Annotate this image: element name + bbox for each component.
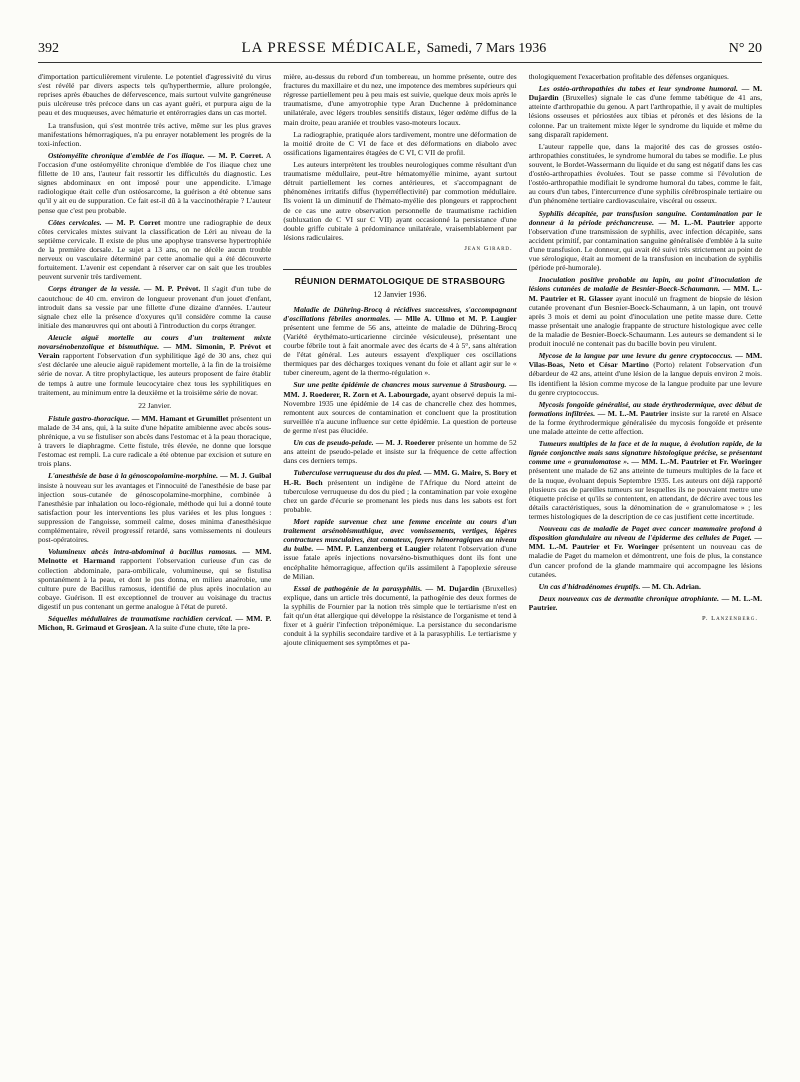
communication-authors: — M. L.-M. Pautrier — [658, 217, 735, 227]
communication-body: A la suite d'une chute, tête la pre- — [148, 623, 251, 633]
communication-authors: — MM. J. Roederer, R. Zorn et A. Labourgade, — [283, 380, 517, 399]
communication-body: ayant inoculé un fragment de biopsie de lésion cutanée provenant d'un Besnier-Boeck-Schaumann, à un lapin, ont trouvé après 3 mois et demi au point d'inoculation une petite masse dure. Cette masse présentait une analogie frappante de structure histologique avec celle de la maladie de Besnier-Boeck-Schaumann. Les auteurs se demandent si le produit inoculé ne contenait pas du bacille bovin peu virulent. — [528, 293, 762, 349]
communication-body: ayant observé depuis la mi-Novembre 1935 une épidémie de 14 cas de chancrelle chez des hommes, remontent aux sources de contamination et concluent que la prostitution surveillée n'a aucune influence sur cette épidémie. La question de porteuse de germe n'est pas élucidée. — [283, 389, 517, 435]
section-heading: RÉUNION DERMATOLOGIQUE DE STRASBOURG — [283, 269, 516, 286]
communication — [283, 584, 516, 648]
column-1 — [38, 72, 271, 1068]
communication — [38, 333, 271, 397]
article-columns — [38, 72, 762, 1068]
paragraph: d'importation particulièrement virulente. Le potentiel d'agressivité du virus s'est révélé par divers aspects tels qu'hyperthermie, allure prolongée, reprises après ébauches de défervescence, mais surtout vulvite gangréneuse puis ulcéreuse très précoce dans un cas ayant guéri, et purpura aigu de la peau et des muqueuses, avec hématurie et entérorragies dans un cas mortel. — [38, 72, 272, 118]
paragraph: Les auteurs interprètent les troubles neurologiques comme résultant d'un traumatisme médullaire, peut-être hématomyélie minime, ayant surtout détruit partiellement les cornes antérieures, et s'accompagnant de phénomènes irritatifs diffus (hyperréflectivité) par commotion médullaire. Ils voient là un diminutif de l'hémato-myélie des plongeurs et rapprochent de ce cas une autre observation personnelle de traumatisme rachidien (subluxation de C VI sur C VII) ayant occasionné la persistance d'une double griffe cubitale à prédominance unilatérale, vraisemblablement par lésions radiculaires. — [283, 159, 517, 242]
communication — [38, 284, 271, 330]
communication-title: Un cas d'hidradénomes éruptifs. — [538, 581, 641, 591]
journal-title: LA PRESSE MÉDICALE, — [241, 40, 422, 56]
communication-authors: — M. P. Corret — [105, 217, 161, 227]
communication-title: L'anesthésie de base à la génoscopolamine-morphine. — [48, 471, 218, 481]
communication-authors: — M. Dujardin — [425, 583, 480, 593]
communication-title: Sur une petite épidémie de chancres mous survenue à Strasbourg. — [293, 380, 507, 390]
communication-body: rapportent l'observation curieuse d'un cas de collection abdominale, para-ombilicale, volumineuse, qui se fistulisa spontanément à la peau, et dont le pus donna, en milieu anaérobie, une culture pure de Bacillus ramosus, identifié de plus après inoculation au cobaye. Guérison. Il est exceptionnel de trouver au voisinage du tractus digestif un pus contenant un germe analogue à l'état de pureté. — [38, 556, 272, 612]
communication — [283, 438, 516, 465]
communication-title: Côtes cervicales. — [48, 217, 102, 227]
communication-title: Maladie de Dühring-Brocq à récidives successives, s'accompagnant d'oscillations fébriles anormales. — [283, 304, 517, 323]
communication — [529, 209, 762, 273]
communication-authors: — MM. Simonin, P. Prévot et Verain — [38, 342, 272, 361]
communication — [283, 517, 516, 581]
communication-body: (Porto) relatent l'observation d'un débardeur de 42 ans, atteint d'une lésion de la langue depuis environ 2 mois. Ils identifient la lésion comme mycose de la langue produite par une levure du genre cryptococcus. — [528, 360, 762, 397]
paragraph: mière, au-dessus du rebord d'un tombereau, un homme présente, outre des fractures du maxillaire et du nez, une impotence des membres supérieurs qui régresse partiellement peu à peu mais est suivie, quelque deux mois après le traumatisme, d'une amyotrophie type Aran Duchenne à prédominance unilatérale, avec légers troubles sensitifs distaux, léger œdème diffus de la main droite, peau araniée et troubles vaso-moteurs locaux. — [283, 72, 517, 127]
communication-title: Essai de pathogénie de la parasyphilis. — [293, 583, 423, 593]
communication-body: présentent une femme de 56 ans, atteinte de maladie de Dühring-Brocq (Variété érythémato-urticarienne circinée vésiculeuse), présentant une courbe fébrile tout à fait anormale avec des écarts de 4 à 5°, sans altération de l'état général. Les auteurs essayent d'expliquer ces oscillations thermiques par des décharges toxiques venant du foie et allant agir sur le « tuber cinereum, agent de la thermo-régulation ». — [283, 322, 517, 378]
communication-authors: — M. J. Roederer — [375, 438, 436, 448]
communication-body: relatent l'observation d'une issue fatale après injections novarséno-bismuthiques dont ils font une encéphalite hémorragique, affection qu'ils assimilent à l'apoplexie séreuse de Milian. — [283, 544, 517, 581]
communication-title: Les ostéo-arthropathies du tabes et leur syndrome humoral. — [538, 84, 738, 94]
communication-authors: — MM. L.-M. Pautrier et Fr. Woringer — [528, 533, 762, 552]
communication — [529, 594, 762, 612]
communication — [38, 151, 271, 215]
communication-title: Tuberculose verruqueuse du dos du pied. — [293, 468, 422, 478]
communication-authors: — MM. Hamant et Grumillet — [131, 413, 229, 423]
issue-number: N° 20 — [728, 41, 762, 56]
paragraph: L'auteur rappelle que, dans la majorité des cas de grosses ostéo-arthropathies constituées, le syndrome humoral du tabes se modifie. Le plus souvent, le Bordet-Wassermann du liquide et du sang est négatif dans les cas d'ostéo-arthropathies évoluées. Tout se passe comme si l'évolution de l'ostéo-arthropathie modifiait le syndrome humoral du tabes, comme le fait, au cours d'un tabes, l'intercurrence d'une syphilis cérébrospinale tertiaire ou d'un phénomène tertiaire cardiovasculaire, viscéral ou osseux. — [528, 141, 762, 206]
communication-title: Un cas de pseudo-pelade. — [293, 438, 374, 448]
author-signature: Jean Girard. — [464, 244, 513, 252]
communication-title: Tumeurs multiples de la face et de la nuque, à évolution rapide, de la lignée conjonctive mais sans signature histologique précise, se présentant comme une « granulomatose ». — [528, 439, 762, 467]
communication-body: Il s'agit d'un tube de caoutchouc de 40 cm. environ de longueur provenant d'un jouet d'enfant, introduit dans sa vessie par une fillette d'une dizaine d'années. L'auteur signale chez elle la présence d'oxyures qu'il considère comme la cause initiale des manœuvres qui ont abouti à l'introduction du corps étranger. — [38, 284, 272, 330]
communication-body: présentent une malade de 62 ans atteinte de tumeurs multiples de la face et de la nuque, évoluant depuis Septembre 1935. Les auteurs ont déjà rapporté plusieurs cas de pareilles tumeurs sur lesquelles ils ne pouvaient mettre une étiquette précise et qu'ils se contentent, en attendant, de décrire avec tous les détails caractéristiques, sous la dénomination de « granulomatose » ; les termes histologiques de la description de ce cas justifient cette incertitude. — [528, 466, 762, 522]
paragraph: La transfusion, qui s'est montrée très active, même sur les plus graves manifestations hémorragiques, n'a pu enrayer notablement les progrès de la toxi-infection. — [38, 120, 272, 148]
communication — [529, 400, 762, 436]
communication-body: présentent un nouveau cas de maladie de Paget du mamelon et démontrent, une fois de plus, la constance d'un cancer profond de la glande mammaire qui accompagne les lésions cutanées. — [528, 542, 762, 579]
communication-title: Deux nouveaux cas de dermatite chronique atrophiante. — [538, 593, 719, 603]
communication-authors: — M. P. Prévot. — [143, 284, 201, 294]
communication-authors: — MM. P. Lanzenberg et Laugier — [316, 544, 431, 554]
author-signature: P. Lanzenberg. — [701, 615, 758, 623]
column-2 — [283, 72, 516, 1068]
issue-date: Samedi, 7 Mars 1936 — [426, 41, 547, 56]
communication-body: rapportent l'observation d'un syphilitique âgé de 30 ans, chez qui s'est déclarée une aleucie aiguë rapidement mortelle, à la fin de la troisième série de novar. A titre prophylactique, les auteurs proposent de faire établir de temps à autre une formule leucocytaire chez tous les syphilitiques en traitement, au minimum entre la deuxième et la troisième série de novar. — [38, 351, 272, 397]
communication-body: apporte l'observation d'une transmission de syphilis, avec infection décapitée, sans accident primitif, par contamination sanguine généralisée d'emblée à la suite d'une transfusion. Le donneur, qui avait été suivi très strictement au point de vue sérologique, était au moment de la transfusion en incubation de syphilis (période pré-humorale). — [528, 217, 762, 273]
communication-body: montre une radiographie de deux côtes cervicales mixtes suivant la classification de Léri au niveau de la septième cervicale. Il existe de plus une apophyse transverse hypertrophiée de la première dorsale. Le sujet a 13 ans, on ne décèle aucun trouble nerveux ou vasculaire déterminé par cette anomalie qui a été découverte fortuitement. L'avenir est cependant à réserver car on sait que les troubles peuvent survenir très tardivement. — [38, 217, 272, 282]
communication — [529, 524, 762, 579]
communication-authors: — Mlle A. Ullmo et M. P. Laugier — [394, 313, 517, 323]
communication-title: Mycosis fongoïde généralisé, au stade érythrodermique, avec début de formations infiltrées. — [528, 399, 762, 418]
communication-body: insiste à nouveau sur les avantages et l'innocuité de l'anesthésie de base par injection sous-cutanée de génoscopolamine-morphine, combinée à l'anesthésie par inhalation ou loco-régionale, méthode qui lui a donné toute satisfaction pour les interventions les plus variées et les plus longues : suppression de l'angoisse, sommeil calme, doses minima d'anesthésique complémentaire, réveil progressif retardé, sans vomissements ni douleurs post-opératoires. — [38, 480, 272, 545]
communication — [283, 380, 516, 435]
communication — [529, 84, 762, 139]
communication-body: présente un homme de 52 ans atteint de pseudo-pelade et insiste sur la fréquence de cette affection dans ces derniers temps. — [283, 438, 517, 466]
communication-body: A l'occasion d'une ostéomyélite chronique d'emblée de l'os iliaque chez une fillette de 10 ans, l'auteur fait ressortir les difficultés du diagnostic. Les signes abdominaux en ont imposé pour une appendicite. L'image radiologique était celle d'un ostéosarcome, la guérison a été obtenue sans qu'il y ait eu de suppuration. Ce fait est-il dû à la vaccinothérapie ? L'auteur pense que c'est peu probable. — [38, 150, 272, 215]
communication-title: Syphilis décapitée, par transfusion sanguine. Contamination par le donneur à la période préchancreuse. — [528, 208, 762, 227]
communication — [38, 414, 271, 469]
communication — [529, 351, 762, 397]
communication-title: Séquelles médullaires de traumatisme rachidien cervical. — [48, 614, 233, 624]
communication-authors: — MM. Vilas-Boas, Neto et César Martino — [528, 351, 762, 370]
communication-body: insiste sur la rareté en Alsace de la forme érythrodermique généralisée du mycosis fongoïde et présente une malade atteinte de cette affection. — [528, 408, 762, 437]
communication — [529, 439, 762, 521]
communication-authors: — M. L.-M. Pautrier — [597, 408, 668, 418]
communication — [283, 305, 516, 378]
session-date: 22 Janvier. — [138, 400, 172, 410]
communication-body: présentent un malade de 34 ans, qui, à la suite d'une hépatite amibienne avec abcès sous-phrénique, a vu se fistuliser son abcès dans l'estomac et à la peau thoracique, à travers le diaphragme. Cette fistule, très élevée, ne donne que lorsque l'estomac est rempli. La cure radicale a été obtenue par excision et suture en trois plans. — [38, 413, 272, 469]
communication-title: Corps étranger de la vessie. — [48, 284, 141, 294]
communication — [38, 547, 271, 611]
communication-title: Nouveau cas de maladie de Paget avec cancer mammaire profond à disposition glandulaire au niveau de l'épiderme des cellules de Paget. — [528, 524, 762, 543]
column-3 — [529, 72, 762, 1068]
communication — [529, 582, 762, 591]
communication-authors: — M. Ch. Adrian. — [642, 581, 701, 591]
communication — [38, 218, 271, 282]
communication-title: Mort rapide survenue chez une femme enceinte au cours d'un traitement arsénobismuthique, avec vomissements, vertiges, légères contractures musculaires, état comateux, foyers hémorragiques au niveau du bulbe. — [283, 516, 517, 554]
communication-body: présentent un indigène de l'Afrique du Nord atteint de tuberculose verruqueuse du dos du pied ; la contamination par voie exogène chez un garde d'écurie se promenant les pieds nus dans les sabots est fort probable. — [283, 477, 517, 514]
communication-authors: — MM. P. Michon, R. Grimaud et Grosjean. — [38, 614, 272, 633]
communication-authors: — M. L.-M. Pautrier. — [528, 593, 762, 613]
communication — [38, 614, 271, 632]
page-header — [38, 40, 762, 63]
paragraph: thologiquement l'exacerbation profitable des défenses organiques. — [528, 72, 729, 81]
communication-title: Inoculation positive probable au lapin, au point d'inoculation de lésions cutanées de maladie de Besnier-Boeck-Schaumann. — [528, 275, 762, 294]
paragraph: La radiographie, pratiquée alors tardivement, montre une déformation de la moitié droite de C VI de face et des déformations en diabolo avec ossifications ligamentaires étagées de C VI, C VII de profil. — [283, 129, 517, 157]
session-date: 12 Janvier 1936. — [373, 289, 427, 299]
communication — [283, 468, 516, 514]
communication-authors: — MM. L.-M. Pautrier et R. Glasser — [528, 284, 762, 303]
communication-body: (Bruxelles) explique, dans un article très documenté, la pathogénie des deux formes de la syphilis de Fournier par la notion très simple que le tertiarisme n'est en fait qu'un état allergique qui développe la résistance de l'organisme et tend à fixer et à guérir l'infection tréponémique. La persistance du secondarisme conduit à la syphilis secondaire tardive et à la parasyphilis. Le tertiarisme y ajoute cliniquement ses symptômes et pa- — [283, 583, 517, 648]
communication-title: Aleucie aiguë mortelle au cours d'un traitement mixte novarsénobenzolique et bismuthique. — [38, 332, 272, 352]
communication-authors: — MM. Melnotte et Harmand — [38, 547, 272, 566]
communication — [38, 471, 271, 544]
running-title — [242, 40, 547, 57]
communication-title: Ostéomyélite chronique d'emblée de l'os iliaque. — [48, 150, 205, 160]
communication-title: Fistule gastro-thoracique. — [48, 413, 130, 423]
communication-body: (Bruxelles) signale le cas d'une femme tabétique de 41 ans, atteinte d'arthropathie du genou. A part l'arthropathie, il y avait de multiples lésions osseuses et périostées aux tibias et péronés et des lésions de la colonne. Par un traitement mixte léger le syndrome du liquide et même du sang disparaît rapidement. — [528, 93, 762, 139]
communication-title: Mycose de la langue par une levure du genre cryptococcus. — [538, 351, 733, 361]
communication — [529, 275, 762, 348]
communication-authors: — MM. L.-M. Pautrier et Fr. Woringer — [631, 457, 762, 467]
communication-authors: — MM. G. Maire, S. Bory et H.-R. Boch — [283, 468, 517, 487]
communication-title: Volumineux abcès intra-abdominal à bacillus ramosus. — [48, 547, 238, 557]
page-number: 392 — [38, 41, 59, 56]
communication-authors: — M. J. Guibal — [220, 471, 272, 481]
communication-authors: — M. Dujardin — [528, 84, 762, 103]
communication-authors: — M. P. Corret. — [207, 150, 264, 160]
